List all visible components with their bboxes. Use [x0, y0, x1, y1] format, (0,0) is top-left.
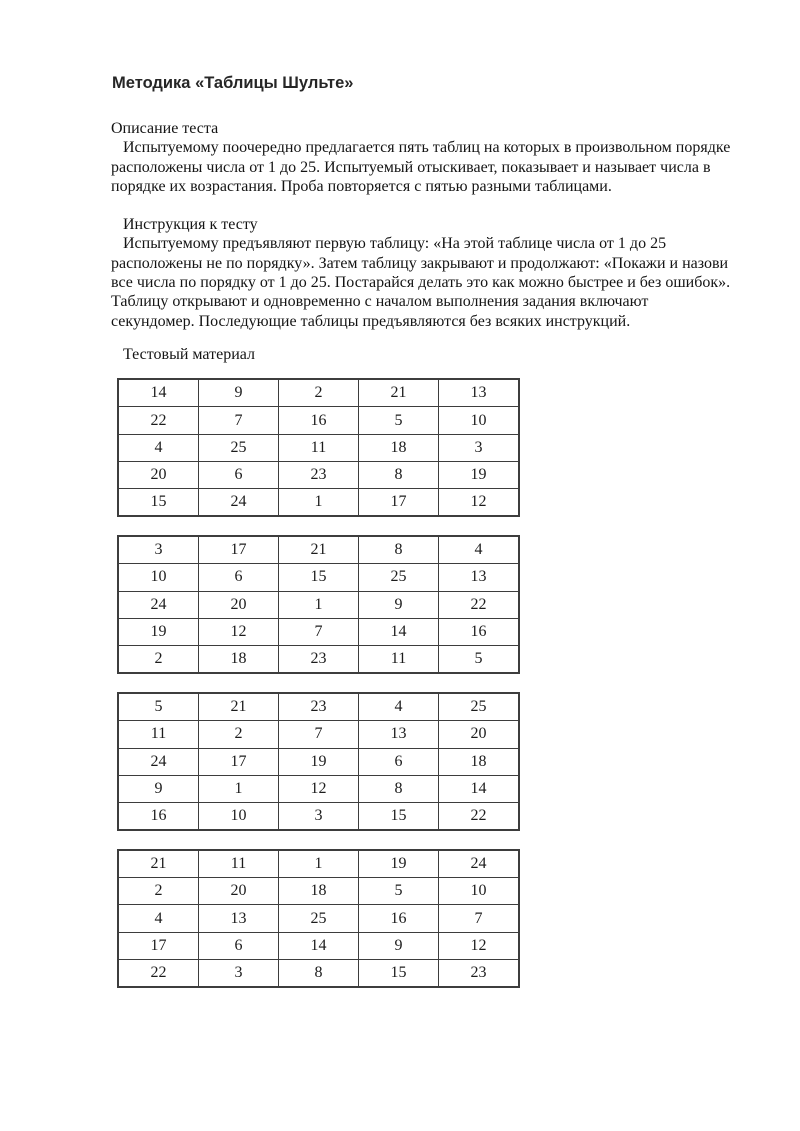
table-cell: 14: [439, 775, 520, 802]
table-cell: 11: [279, 434, 359, 461]
table-row: [118, 536, 519, 564]
table-cell: 18: [439, 748, 520, 775]
table-cell: 21: [118, 850, 199, 878]
table-cell: 22: [118, 959, 199, 987]
table-cell: 19: [439, 461, 520, 488]
table-row: [118, 721, 519, 748]
table-cell: 5: [359, 407, 439, 434]
table-cell: 15: [118, 489, 199, 517]
schulte-tables: [111, 378, 759, 988]
text-line: расположены не по порядку». Затем таблицу закрывают и продолжают: «Покажи и назови: [111, 254, 729, 272]
table-cell: 15: [359, 959, 439, 987]
table-cell: 17: [359, 489, 439, 517]
table-cell: 19: [279, 748, 359, 775]
material-heading: Тестовый материал: [111, 345, 255, 363]
table-cell: 11: [359, 645, 439, 673]
table-cell: 13: [199, 905, 279, 932]
table-cell: 8: [359, 461, 439, 488]
text-line: Испытуемому предъявляют первую таблицу: «На этой таблице числа от 1 до 25: [111, 235, 667, 253]
table-row: [118, 645, 519, 673]
table-cell: 25: [439, 693, 520, 721]
document-content: [111, 74, 759, 988]
table-cell: 24: [118, 748, 199, 775]
table-cell: 6: [199, 564, 279, 591]
table-cell: 2: [279, 379, 359, 407]
schulte-table-3: [117, 692, 520, 831]
table-cell: 2: [199, 721, 279, 748]
instruction-heading: Инструкция к тесту: [111, 216, 258, 234]
table-cell: 23: [439, 959, 520, 987]
page-title: Методика «Таблицы Шульте»: [112, 74, 354, 92]
table-cell: 3: [118, 536, 199, 564]
table-cell: 20: [439, 721, 520, 748]
table-cell: 16: [279, 407, 359, 434]
table-row: [118, 802, 519, 830]
table-cell: 16: [439, 618, 520, 645]
table-cell: 23: [279, 645, 359, 673]
table-cell: 5: [118, 693, 199, 721]
table-row: [118, 878, 519, 905]
table-cell: 4: [118, 434, 199, 461]
instruction-section: [111, 215, 759, 331]
table-cell: 12: [439, 932, 520, 959]
table-cell: 15: [359, 802, 439, 830]
table-cell: 10: [439, 878, 520, 905]
table-cell: 25: [199, 434, 279, 461]
description-heading: Описание теста: [111, 120, 219, 137]
table-cell: 17: [199, 748, 279, 775]
table-cell: 2: [118, 878, 199, 905]
table-cell: 6: [199, 932, 279, 959]
table-row: [118, 748, 519, 775]
table-cell: 13: [439, 564, 520, 591]
table-cell: 25: [279, 905, 359, 932]
table-cell: 16: [359, 905, 439, 932]
table-cell: 13: [359, 721, 439, 748]
table-cell: 21: [359, 379, 439, 407]
table-cell: 12: [199, 618, 279, 645]
table-cell: 23: [279, 693, 359, 721]
table-cell: 8: [359, 775, 439, 802]
table-row: [118, 959, 519, 987]
table-cell: 24: [199, 489, 279, 517]
table-cell: 21: [279, 536, 359, 564]
text-line: расположены числа от 1 до 25. Испытуемый отыскивает, показывает и называет числа в: [111, 158, 711, 176]
table-cell: 13: [439, 379, 520, 407]
table-cell: 24: [118, 591, 199, 618]
table-cell: 7: [279, 618, 359, 645]
table-row: [118, 905, 519, 932]
table-row: [118, 379, 519, 407]
table-row: [118, 850, 519, 878]
table-row: [118, 407, 519, 434]
table-cell: 15: [279, 564, 359, 591]
table-cell: 22: [439, 591, 520, 618]
table-cell: 10: [439, 407, 520, 434]
table-cell: 7: [199, 407, 279, 434]
table-cell: 2: [118, 645, 199, 673]
text-line: все числа по порядку от 1 до 25. Постарайся делать это как можно быстрее и без ошибок».: [111, 274, 731, 292]
table-cell: 14: [279, 932, 359, 959]
table-cell: 1: [199, 775, 279, 802]
table-cell: 20: [199, 591, 279, 618]
text-line: порядке их возрастания. Проба повторяется с пятью разными таблицами.: [111, 177, 612, 195]
table-row: [118, 932, 519, 959]
table-cell: 3: [439, 434, 520, 461]
table-cell: 6: [199, 461, 279, 488]
table-cell: 18: [279, 878, 359, 905]
table-cell: 3: [199, 959, 279, 987]
table-row: [118, 489, 519, 517]
table-cell: 9: [199, 379, 279, 407]
table-cell: 1: [279, 489, 359, 517]
table-cell: 11: [199, 850, 279, 878]
table-cell: 19: [359, 850, 439, 878]
table-cell: 16: [118, 802, 199, 830]
table-row: [118, 618, 519, 645]
table-cell: 24: [439, 850, 520, 878]
text-line: Испытуемому поочередно предлагается пять таблиц на которых в произвольном порядке: [111, 139, 731, 157]
table-row: [118, 591, 519, 618]
table-cell: 19: [118, 618, 199, 645]
table-cell: 12: [439, 489, 520, 517]
schulte-table-1: [117, 378, 520, 517]
table-cell: 20: [118, 461, 199, 488]
table-row: [118, 693, 519, 721]
text-line: секундомер. Последующие таблицы предъявляются без всяких инструкций.: [111, 312, 631, 330]
table-cell: 10: [118, 564, 199, 591]
table-cell: 20: [199, 878, 279, 905]
table-cell: 7: [279, 721, 359, 748]
table-cell: 6: [359, 748, 439, 775]
table-cell: 12: [279, 775, 359, 802]
table-cell: 17: [118, 932, 199, 959]
table-row: [118, 775, 519, 802]
table-cell: 21: [199, 693, 279, 721]
table-cell: 22: [439, 802, 520, 830]
table-row: [118, 434, 519, 461]
table-cell: 18: [359, 434, 439, 461]
table-cell: 10: [199, 802, 279, 830]
table-cell: 9: [118, 775, 199, 802]
description-section: [111, 119, 759, 196]
table-cell: 14: [359, 618, 439, 645]
table-cell: 8: [359, 536, 439, 564]
table-cell: 22: [118, 407, 199, 434]
table-row: [118, 564, 519, 591]
table-cell: 1: [279, 850, 359, 878]
table-cell: 7: [439, 905, 520, 932]
description-paragraph: [111, 138, 759, 196]
table-cell: 4: [439, 536, 520, 564]
table-cell: 25: [359, 564, 439, 591]
instruction-paragraph: [111, 234, 759, 330]
table-cell: 4: [359, 693, 439, 721]
table-cell: 8: [279, 959, 359, 987]
table-cell: 18: [199, 645, 279, 673]
table-cell: 17: [199, 536, 279, 564]
table-cell: 3: [279, 802, 359, 830]
schulte-table-2: [117, 535, 520, 674]
table-cell: 5: [439, 645, 520, 673]
table-cell: 1: [279, 591, 359, 618]
table-cell: 14: [118, 379, 199, 407]
text-line: Таблицу открывают и одновременно с началом выполнения задания включают: [111, 293, 649, 311]
table-cell: 9: [359, 591, 439, 618]
table-cell: 23: [279, 461, 359, 488]
schulte-table-4: [117, 849, 520, 988]
table-cell: 5: [359, 878, 439, 905]
table-cell: 4: [118, 905, 199, 932]
table-cell: 9: [359, 932, 439, 959]
table-row: [118, 461, 519, 488]
table-cell: 11: [118, 721, 199, 748]
